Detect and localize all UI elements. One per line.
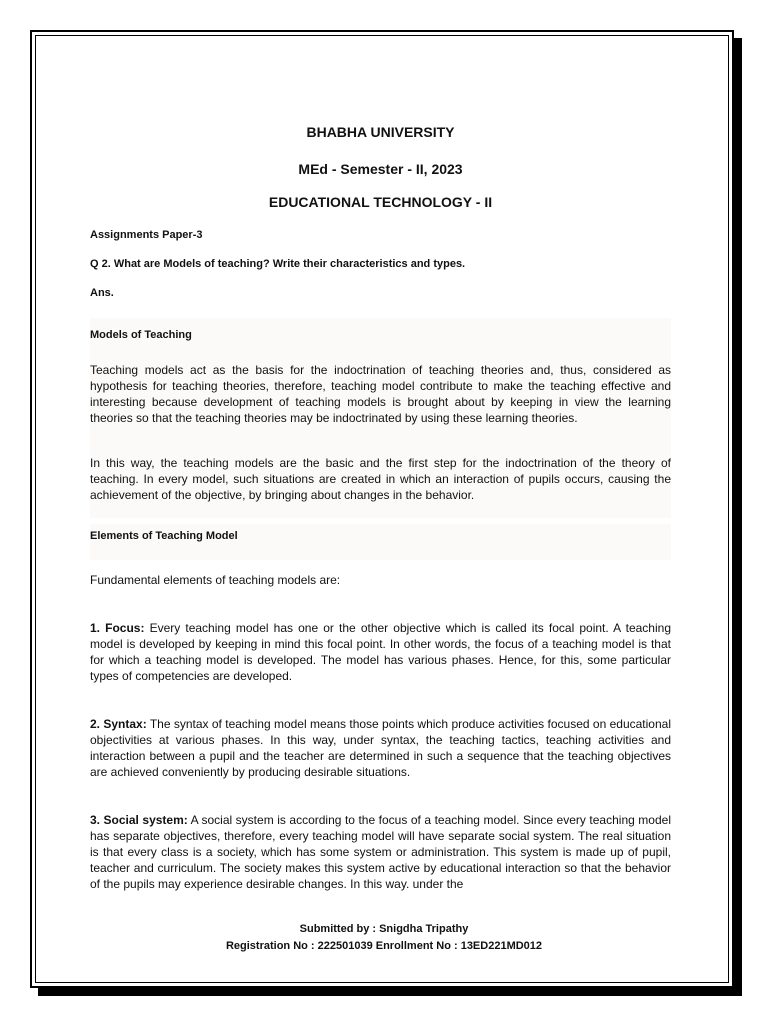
semester-title: MEd - Semester - II, 2023 [298,161,463,177]
section-heading-models: Models of Teaching [90,329,192,341]
answer-label: Ans. [90,287,114,299]
elements-intro: Fundamental elements of teaching models are: [90,573,341,587]
element-focus-label: 1. Focus: [90,621,145,635]
element-syntax-label: 2. Syntax: [90,717,147,731]
university-title: BHABHA UNIVERSITY [306,124,455,140]
element-focus [90,620,671,684]
footer-submitted-by: Submitted by : Snigdha Tripathy [299,923,469,935]
element-social-label: 3. Social system: [90,813,188,827]
assignment-label: Assignments Paper-3 [90,229,203,241]
question-text: Q 2. What are Models of teaching? Write their characteristics and types. [90,258,466,270]
element-syntax-text: The syntax of teaching model means those points which produce activities focused on educational objectivities at various phases. In this way, under syntax, the teaching tactics, teaching activities and interaction between a pupil and the teacher are determined in such a sequence that the teaching objectives are achieved conveniently by producing desirable situations. [90,717,671,779]
section-heading-elements: Elements of Teaching Model [90,530,238,542]
subject-title: EDUCATIONAL TECHNOLOGY - II [268,194,493,210]
element-focus-text: Every teaching model has one or the other objective which is called its focal point. A teaching model is developed by keeping in mind this focal point. In other words, the focus of a teaching model is that for which a teaching model is developed. The model has various phases. Hence, for this, some particular types of competencies are developed. [90,621,671,683]
element-social-system [90,812,671,892]
element-syntax [90,716,671,780]
paragraph-models-1: Teaching models act as the basis for the indoctrination of teaching theories and, thus, considered as hypothesis for teaching theories, therefore, teaching model contribute to make the teaching effective and interesting because development of teaching models is brought about by keeping in view the learning theories so that the teaching theories may be indoctrinated by using these learning theories. [90,363,671,425]
paragraph-models-2: In this way, the teaching models are the basic and the first step for the indoctrination of the theory of teaching. In every model, such situations are created in which an interaction of pupils occurs, causing the achievement of the objective, by bringing about changes in the behavior. [90,456,671,502]
footer-registration: Registration No : 222501039 Enrollment No : 13ED221MD012 [225,940,543,952]
element-social-text: A social system is according to the focus of a teaching model. Since every teaching model has separate objectives, therefore, every teaching model will have separate social system. The real situation is that every class is a society, which has some system or administration. This system is made up of pupil, teacher and curriculum. The society makes this system active by educational interaction so that the behavior of the pupils may experience desirable changes. In this way. under the [90,813,671,891]
